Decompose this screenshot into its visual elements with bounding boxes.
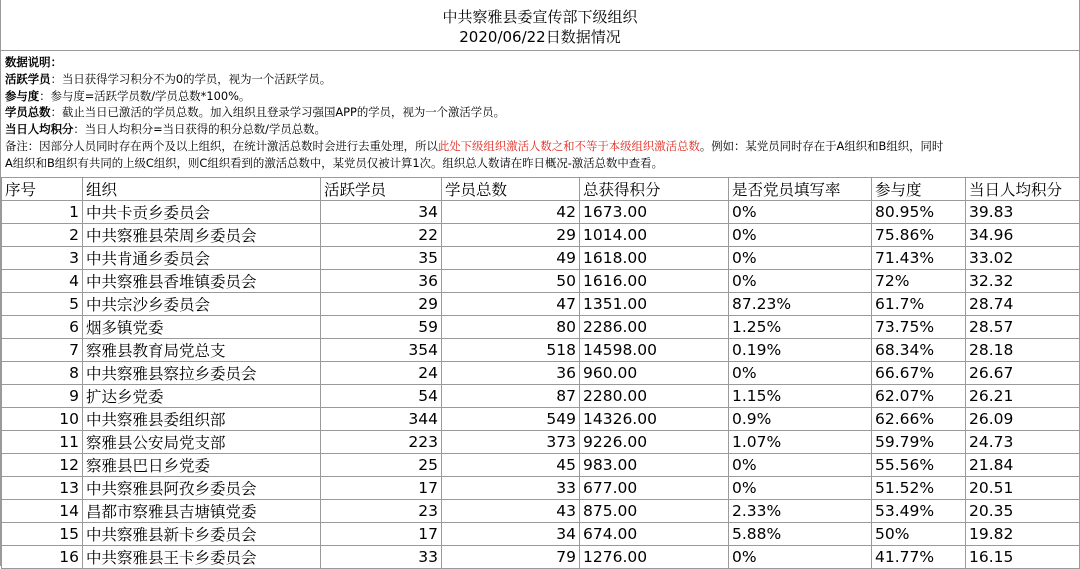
cell-total[interactable]: 36 bbox=[442, 362, 580, 385]
cell-participation[interactable]: 62.66% bbox=[872, 408, 966, 431]
cell-avg-points[interactable]: 26.21 bbox=[966, 385, 1080, 408]
cell-fill-rate[interactable]: 0.9% bbox=[729, 408, 872, 431]
cell-avg-points[interactable]: 20.35 bbox=[966, 500, 1080, 523]
cell-participation[interactable]: 62.07% bbox=[872, 385, 966, 408]
cell-active[interactable]: 54 bbox=[321, 385, 442, 408]
header-avg-points[interactable]: 当日人均积分 bbox=[966, 178, 1080, 201]
cell-index[interactable]: 6 bbox=[2, 316, 83, 339]
cell-index[interactable]: 8 bbox=[2, 362, 83, 385]
cell-participation[interactable]: 80.95% bbox=[872, 201, 966, 224]
participation-text: ：参与度=活跃学员数/学员总数*100%。 bbox=[39, 88, 251, 103]
cell-active[interactable]: 33 bbox=[321, 546, 442, 569]
cell-fill-rate[interactable]: 5.88% bbox=[729, 523, 872, 546]
total-text: ：截止当日已激活的学员总数。加入组织且登录学习强国APP的学员，视为一个激活学员。 bbox=[50, 105, 505, 120]
cell-total[interactable]: 80 bbox=[442, 316, 580, 339]
cell-participation[interactable]: 72% bbox=[872, 270, 966, 293]
remark-text-a: 备注：因部分人员同时存在两个及以上组织，在统计激活总数时会进行去重处理，所以 bbox=[5, 138, 438, 153]
header-fill-rate[interactable]: 是否党员填写率 bbox=[729, 178, 872, 201]
cell-total[interactable]: 79 bbox=[442, 546, 580, 569]
cell-active[interactable]: 34 bbox=[321, 201, 442, 224]
cell-points[interactable]: 960.00 bbox=[580, 362, 729, 385]
cell-index[interactable]: 12 bbox=[2, 454, 83, 477]
cell-fill-rate[interactable]: 1.15% bbox=[729, 385, 872, 408]
table-row bbox=[2, 546, 1080, 569]
cell-total[interactable]: 50 bbox=[442, 270, 580, 293]
table-row bbox=[2, 247, 1080, 270]
cell-points[interactable]: 1276.00 bbox=[580, 546, 729, 569]
table-row bbox=[2, 431, 1080, 454]
active-label: 活跃学员 bbox=[5, 71, 51, 86]
active-text: ：当日获得学习积分不为0的学员，视为一个活跃学员。 bbox=[50, 71, 332, 86]
cell-fill-rate[interactable]: 0% bbox=[729, 362, 872, 385]
cell-org[interactable]: 中共宗沙乡委员会 bbox=[83, 293, 321, 316]
cell-total[interactable]: 47 bbox=[442, 293, 580, 316]
cell-avg-points[interactable]: 28.74 bbox=[966, 293, 1080, 316]
table-row bbox=[2, 293, 1080, 316]
cell-total[interactable]: 43 bbox=[442, 500, 580, 523]
header-participation[interactable]: 参与度 bbox=[872, 178, 966, 201]
table-row bbox=[2, 523, 1080, 546]
cell-total[interactable]: 518 bbox=[442, 339, 580, 362]
cell-fill-rate[interactable]: 0% bbox=[729, 546, 872, 569]
cell-org[interactable]: 察雅县公安局党支部 bbox=[83, 431, 321, 454]
cell-participation[interactable]: 68.34% bbox=[872, 339, 966, 362]
cell-avg-points[interactable]: 21.84 bbox=[966, 454, 1080, 477]
cell-points[interactable]: 14326.00 bbox=[580, 408, 729, 431]
table-row bbox=[2, 408, 1080, 431]
cell-org[interactable]: 中共察雅县察拉乡委员会 bbox=[83, 362, 321, 385]
cell-index[interactable]: 11 bbox=[2, 431, 83, 454]
cell-points[interactable]: 1351.00 bbox=[580, 293, 729, 316]
cell-avg-points[interactable]: 19.82 bbox=[966, 523, 1080, 546]
cell-participation[interactable]: 71.43% bbox=[872, 247, 966, 270]
cell-total[interactable]: 33 bbox=[442, 477, 580, 500]
cell-participation[interactable]: 75.86% bbox=[872, 224, 966, 247]
cell-org[interactable]: 察雅县教育局党总支 bbox=[83, 339, 321, 362]
cell-index[interactable]: 15 bbox=[2, 523, 83, 546]
cell-participation[interactable]: 41.77% bbox=[872, 546, 966, 569]
cell-active[interactable]: 22 bbox=[321, 224, 442, 247]
cell-org[interactable]: 中共察雅县阿孜乡委员会 bbox=[83, 477, 321, 500]
cell-participation[interactable]: 53.49% bbox=[872, 500, 966, 523]
cell-org[interactable]: 中共肯通乡委员会 bbox=[83, 247, 321, 270]
participation-label: 参与度 bbox=[5, 88, 40, 103]
cell-active[interactable]: 17 bbox=[321, 523, 442, 546]
cell-points[interactable]: 677.00 bbox=[580, 477, 729, 500]
cell-points[interactable]: 1616.00 bbox=[580, 270, 729, 293]
cell-index[interactable]: 14 bbox=[2, 500, 83, 523]
cell-org[interactable]: 昌都市察雅县吉塘镇党委 bbox=[83, 500, 321, 523]
cell-avg-points[interactable]: 28.57 bbox=[966, 316, 1080, 339]
cell-participation[interactable]: 50% bbox=[872, 523, 966, 546]
cell-participation[interactable]: 61.7% bbox=[872, 293, 966, 316]
cell-points[interactable]: 1014.00 bbox=[580, 224, 729, 247]
cell-fill-rate[interactable]: 1.25% bbox=[729, 316, 872, 339]
cell-index[interactable]: 1 bbox=[2, 201, 83, 224]
cell-fill-rate[interactable]: 0% bbox=[729, 247, 872, 270]
header-active[interactable]: 活跃学员 bbox=[321, 178, 442, 201]
cell-org[interactable]: 中共察雅县荣周乡委员会 bbox=[83, 224, 321, 247]
header-org[interactable]: 组织 bbox=[83, 178, 321, 201]
cell-fill-rate[interactable]: 0.19% bbox=[729, 339, 872, 362]
org-table bbox=[1, 177, 1080, 569]
cell-index[interactable]: 16 bbox=[2, 546, 83, 569]
cell-fill-rate[interactable]: 0% bbox=[729, 270, 872, 293]
cell-index[interactable]: 7 bbox=[2, 339, 83, 362]
cell-avg-points[interactable]: 34.96 bbox=[966, 224, 1080, 247]
cell-active[interactable]: 29 bbox=[321, 293, 442, 316]
cell-points[interactable]: 14598.00 bbox=[580, 339, 729, 362]
cell-active[interactable]: 354 bbox=[321, 339, 442, 362]
cell-index[interactable]: 5 bbox=[2, 293, 83, 316]
cell-avg-points[interactable]: 24.73 bbox=[966, 431, 1080, 454]
cell-fill-rate[interactable]: 0% bbox=[729, 477, 872, 500]
avg-text: ：当日人均积分=当日获得的积分总数/学员总数。 bbox=[73, 122, 326, 137]
cell-total[interactable]: 34 bbox=[442, 523, 580, 546]
cell-points[interactable]: 1618.00 bbox=[580, 247, 729, 270]
cell-total[interactable]: 29 bbox=[442, 224, 580, 247]
cell-avg-points[interactable]: 26.09 bbox=[966, 408, 1080, 431]
table-row bbox=[2, 316, 1080, 339]
cell-index[interactable]: 10 bbox=[2, 408, 83, 431]
total-label: 学员总数 bbox=[5, 105, 51, 120]
cell-index[interactable]: 3 bbox=[2, 247, 83, 270]
cell-points[interactable]: 2286.00 bbox=[580, 316, 729, 339]
cell-org[interactable]: 烟多镇党委 bbox=[83, 316, 321, 339]
cell-total[interactable]: 49 bbox=[442, 247, 580, 270]
cell-participation[interactable]: 66.67% bbox=[872, 362, 966, 385]
header-index[interactable]: 序号 bbox=[2, 178, 83, 201]
cell-org[interactable]: 中共察雅县香堆镇委员会 bbox=[83, 270, 321, 293]
cell-active[interactable]: 223 bbox=[321, 431, 442, 454]
table-row bbox=[2, 362, 1080, 385]
cell-avg-points[interactable]: 20.51 bbox=[966, 477, 1080, 500]
cell-avg-points[interactable]: 28.18 bbox=[966, 339, 1080, 362]
cell-fill-rate[interactable]: 0% bbox=[729, 224, 872, 247]
header-points[interactable]: 总获得积分 bbox=[580, 178, 729, 201]
cell-avg-points[interactable]: 33.02 bbox=[966, 247, 1080, 270]
data-notes bbox=[1, 51, 1079, 172]
cell-org[interactable]: 中共卡贡乡委员会 bbox=[83, 201, 321, 224]
cell-avg-points[interactable]: 32.32 bbox=[966, 270, 1080, 293]
cell-index[interactable]: 2 bbox=[2, 224, 83, 247]
remark-line-2: A组织和B组织有共同的上级C组织，则C组织看到的激活总数中，某党员仅被计算1次。组织总人数请在昨日概况-激活总数中查看。 bbox=[5, 155, 663, 170]
cell-org[interactable]: 中共察雅县王卡乡委员会 bbox=[83, 546, 321, 569]
cell-avg-points[interactable]: 39.83 bbox=[966, 201, 1080, 224]
cell-active[interactable]: 35 bbox=[321, 247, 442, 270]
cell-participation[interactable]: 51.52% bbox=[872, 477, 966, 500]
cell-participation[interactable]: 73.75% bbox=[872, 316, 966, 339]
table-row bbox=[2, 339, 1080, 362]
cell-points[interactable]: 674.00 bbox=[580, 523, 729, 546]
cell-avg-points[interactable]: 16.15 bbox=[966, 546, 1080, 569]
cell-fill-rate[interactable]: 2.33% bbox=[729, 500, 872, 523]
cell-total[interactable]: 373 bbox=[442, 431, 580, 454]
title-block bbox=[1, 0, 1079, 47]
page-title: 中共察雅县委宣传部下级组织 bbox=[442, 8, 638, 26]
cell-org[interactable]: 中共察雅县委组织部 bbox=[83, 408, 321, 431]
cell-active[interactable]: 344 bbox=[321, 408, 442, 431]
table-row bbox=[2, 385, 1080, 408]
cell-index[interactable]: 4 bbox=[2, 270, 83, 293]
cell-total[interactable]: 549 bbox=[442, 408, 580, 431]
table-body bbox=[2, 201, 1080, 569]
cell-total[interactable]: 45 bbox=[442, 454, 580, 477]
cell-active[interactable]: 17 bbox=[321, 477, 442, 500]
cell-active[interactable]: 59 bbox=[321, 316, 442, 339]
cell-org[interactable]: 中共察雅县新卡乡委员会 bbox=[83, 523, 321, 546]
table-row bbox=[2, 454, 1080, 477]
cell-index[interactable]: 13 bbox=[2, 477, 83, 500]
table-row bbox=[2, 477, 1080, 500]
cell-points[interactable]: 1673.00 bbox=[580, 201, 729, 224]
cell-fill-rate[interactable]: 1.07% bbox=[729, 431, 872, 454]
cell-participation[interactable]: 55.56% bbox=[872, 454, 966, 477]
table-row bbox=[2, 201, 1080, 224]
table-row bbox=[2, 224, 1080, 247]
cell-index[interactable]: 9 bbox=[2, 385, 83, 408]
page-subtitle: 2020/06/22日数据情况 bbox=[459, 28, 621, 46]
notes-heading: 数据说明： bbox=[5, 55, 62, 69]
avg-label: 当日人均积分 bbox=[5, 122, 74, 137]
cell-participation[interactable]: 59.79% bbox=[872, 431, 966, 454]
cell-total[interactable]: 42 bbox=[442, 201, 580, 224]
header-total[interactable]: 学员总数 bbox=[442, 178, 580, 201]
cell-total[interactable]: 87 bbox=[442, 385, 580, 408]
cell-points[interactable]: 983.00 bbox=[580, 454, 729, 477]
cell-org[interactable]: 扩达乡党委 bbox=[83, 385, 321, 408]
cell-points[interactable]: 2280.00 bbox=[580, 385, 729, 408]
table-row bbox=[2, 500, 1080, 523]
table-row bbox=[2, 270, 1080, 293]
remark-red-text: 此处下级组织激活人数之和不等于本级组织激活总数 bbox=[437, 138, 700, 153]
remark-text-b: 。例如：某党员同时存在于A组织和B组织，同时 bbox=[699, 138, 944, 153]
cell-active[interactable]: 24 bbox=[321, 362, 442, 385]
cell-avg-points[interactable]: 26.67 bbox=[966, 362, 1080, 385]
table-header-row bbox=[2, 178, 1080, 201]
cell-fill-rate[interactable]: 0% bbox=[729, 454, 872, 477]
cell-active[interactable]: 25 bbox=[321, 454, 442, 477]
cell-fill-rate[interactable]: 87.23% bbox=[729, 293, 872, 316]
cell-fill-rate[interactable]: 0% bbox=[729, 201, 872, 224]
cell-active[interactable]: 23 bbox=[321, 500, 442, 523]
cell-points[interactable]: 9226.00 bbox=[580, 431, 729, 454]
cell-org[interactable]: 察雅县巴日乡党委 bbox=[83, 454, 321, 477]
cell-points[interactable]: 875.00 bbox=[580, 500, 729, 523]
cell-active[interactable]: 36 bbox=[321, 270, 442, 293]
